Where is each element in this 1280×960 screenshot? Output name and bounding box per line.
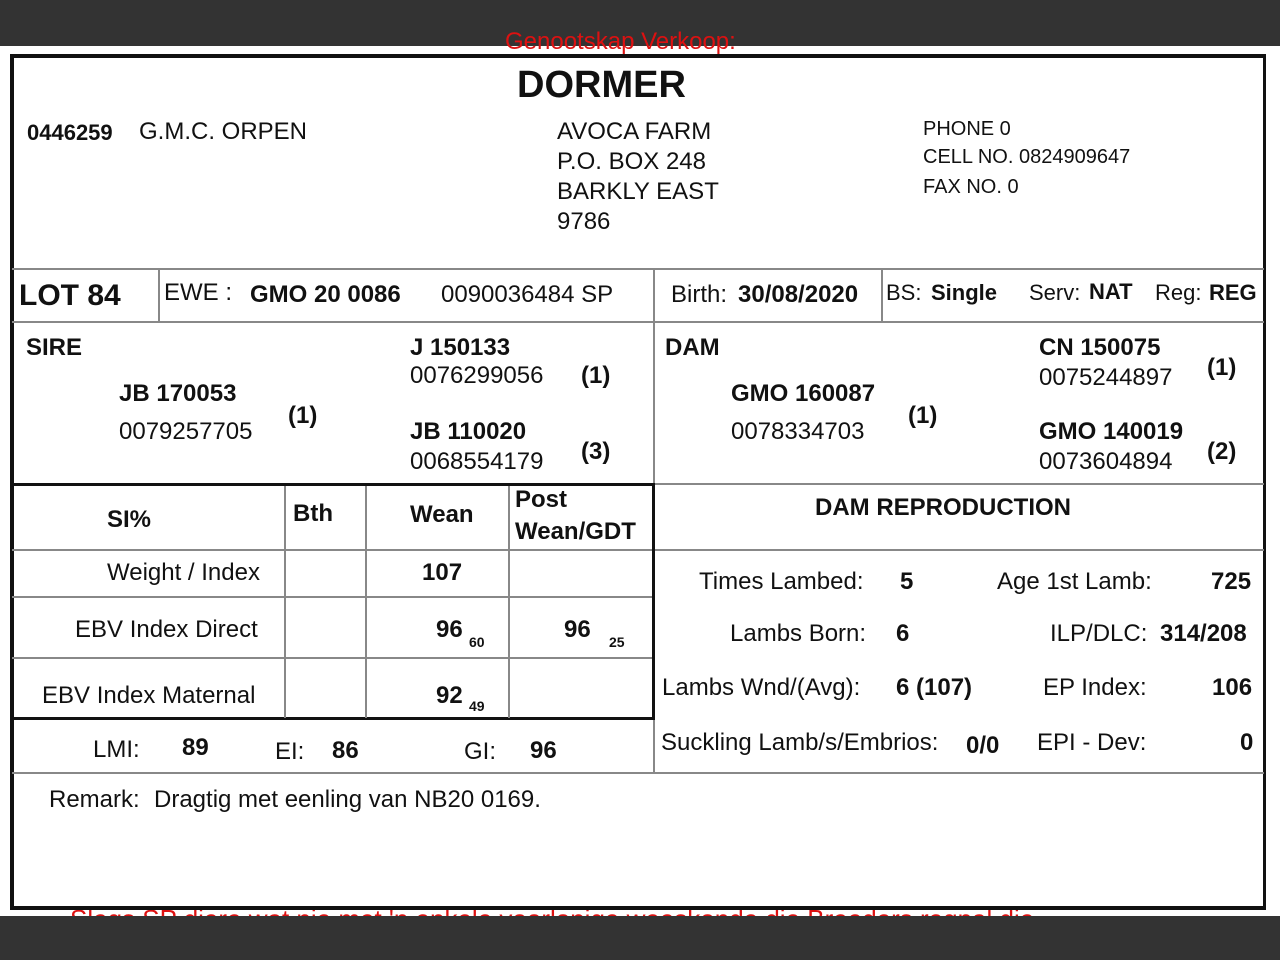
dam-reproduction-title: DAM REPRODUCTION bbox=[815, 494, 1071, 521]
wean-gdt-header: Wean/GDT bbox=[515, 518, 636, 545]
times-lambed-label: Times Lambed: bbox=[699, 568, 864, 595]
ewe-id: GMO 20 0086 bbox=[250, 281, 401, 308]
row-ebv-maternal-wean: 92 bbox=[436, 682, 463, 709]
row-weight-index-label: Weight / Index bbox=[107, 559, 260, 586]
sire-dam-number: 0068554179 bbox=[410, 448, 544, 475]
birth-label: Birth: bbox=[671, 281, 728, 308]
dam-sire-id: CN 150075 bbox=[1039, 334, 1161, 361]
phone: PHONE 0 bbox=[923, 118, 1011, 140]
gi-value: 96 bbox=[530, 737, 557, 764]
dam-title: DAM bbox=[665, 334, 720, 361]
gi-label: GI: bbox=[464, 738, 497, 765]
lambs-weaned-value: 6 (107) bbox=[896, 674, 973, 701]
address-line-2: P.O. BOX 248 bbox=[557, 148, 706, 175]
divider-lot-3 bbox=[881, 268, 883, 323]
lambs-born-value: 6 bbox=[896, 620, 910, 647]
sire-title: SIRE bbox=[26, 334, 83, 361]
bottom-dark-bar bbox=[0, 916, 1280, 960]
si-table-right bbox=[652, 483, 655, 720]
post-header: Post bbox=[515, 486, 568, 513]
fax-number: FAX NO. 0 bbox=[923, 176, 1019, 198]
birth-date: 30/08/2020 bbox=[738, 281, 859, 308]
ei-label: EI: bbox=[275, 738, 305, 765]
divider-lot-2 bbox=[653, 268, 655, 323]
si-col-line-3 bbox=[508, 486, 510, 718]
address-line-3: BARKLY EAST bbox=[557, 178, 719, 205]
si-row-line-2 bbox=[12, 596, 654, 598]
dam-dam-count: (2) bbox=[1207, 438, 1237, 465]
ep-index-label: EP Index: bbox=[1043, 674, 1147, 701]
ep-index-value: 106 bbox=[1212, 674, 1253, 701]
age-first-lamb-value: 725 bbox=[1211, 568, 1252, 595]
row-ebv-direct-wean-accuracy: 60 bbox=[469, 634, 485, 650]
sire-number: 0079257705 bbox=[119, 418, 253, 445]
times-lambed-value: 5 bbox=[900, 568, 914, 595]
sire-sire-number: 0076299056 bbox=[410, 362, 544, 389]
row-ebv-maternal-label: EBV Index Maternal bbox=[42, 682, 256, 709]
si-row-line-3 bbox=[12, 657, 654, 659]
ilp-dlc-label: ILP/DLC: bbox=[1050, 620, 1148, 647]
dam-number: 0078334703 bbox=[731, 418, 865, 445]
reg-value: REG bbox=[1209, 280, 1257, 305]
banner-top: Genootskap Verkoop: bbox=[505, 28, 736, 55]
si-col-line-2 bbox=[365, 486, 367, 718]
dam-count: (1) bbox=[908, 402, 938, 429]
sire-count: (1) bbox=[288, 402, 318, 429]
owner-id: 0446259 bbox=[27, 120, 113, 145]
suckling-value: 0/0 bbox=[966, 732, 1000, 759]
divider-repro-title bbox=[655, 549, 1264, 551]
row-weight-index-wean: 107 bbox=[422, 559, 463, 586]
breed-title: DORMER bbox=[517, 64, 686, 106]
remark-text: Dragtig met eenling van NB20 0169. bbox=[154, 786, 541, 813]
ilp-dlc-value: 314/208 bbox=[1160, 620, 1247, 647]
owner-name: G.M.C. ORPEN bbox=[139, 118, 308, 145]
row-ebv-direct-post: 96 bbox=[564, 616, 591, 643]
lambs-weaned-label: Lambs Wnd/(Avg): bbox=[662, 674, 861, 701]
address-line-4: 9786 bbox=[557, 208, 611, 235]
cell-number: CELL NO. 0824909647 bbox=[923, 146, 1131, 168]
divider-indices bbox=[653, 720, 655, 774]
wean-header: Wean bbox=[410, 501, 474, 528]
address-line-1: AVOCA FARM bbox=[557, 118, 712, 145]
lot-number: LOT 84 bbox=[19, 279, 121, 312]
suckling-label: Suckling Lamb/s/Embrios: bbox=[661, 729, 939, 756]
dam-dam-id: GMO 140019 bbox=[1039, 418, 1184, 445]
remark-label: Remark: bbox=[49, 786, 140, 813]
sire-sire-id: J 150133 bbox=[410, 334, 511, 361]
sale-catalogue-card bbox=[0, 28, 1280, 916]
row-ebv-direct-wean: 96 bbox=[436, 616, 463, 643]
bth-header: Bth bbox=[293, 500, 333, 527]
sire-dam-count: (3) bbox=[581, 438, 611, 465]
row-ebv-direct-post-accuracy: 25 bbox=[609, 634, 625, 650]
divider-pedigree bbox=[653, 323, 655, 483]
si-col-line-1 bbox=[284, 486, 286, 718]
sire-dam-id: JB 110020 bbox=[410, 418, 527, 445]
row-ebv-maternal-wean-accuracy: 49 bbox=[469, 698, 485, 714]
divider-lot-1 bbox=[158, 268, 160, 323]
serv-label: Serv: bbox=[1029, 280, 1081, 305]
dam-id: GMO 160087 bbox=[731, 380, 876, 407]
epi-dev-value: 0 bbox=[1240, 729, 1254, 756]
age-first-lamb-label: Age 1st Lamb: bbox=[997, 568, 1152, 595]
divider-lot-bottom bbox=[12, 321, 1264, 323]
divider-remark-top bbox=[12, 772, 1264, 774]
divider-lot-top bbox=[12, 268, 1264, 270]
si-row-line-1 bbox=[12, 549, 654, 551]
lmi-value: 89 bbox=[182, 734, 209, 761]
bs-label: BS: bbox=[886, 280, 922, 305]
epi-dev-label: EPI - Dev: bbox=[1037, 729, 1147, 756]
sire-sire-count: (1) bbox=[581, 362, 611, 389]
serv-value: NAT bbox=[1089, 279, 1133, 304]
si-table-bottom bbox=[12, 717, 655, 720]
ewe-registration: 0090036484 SP bbox=[441, 281, 614, 308]
si-header: SI% bbox=[107, 506, 152, 533]
dam-sire-number: 0075244897 bbox=[1039, 364, 1173, 391]
sire-id: JB 170053 bbox=[119, 380, 237, 407]
ei-value: 86 bbox=[332, 737, 359, 764]
bs-value: Single bbox=[931, 280, 998, 305]
lambs-born-label: Lambs Born: bbox=[730, 620, 867, 647]
lmi-label: LMI: bbox=[93, 736, 140, 763]
divider-repro-top bbox=[655, 483, 1264, 485]
ewe-label: EWE : bbox=[164, 279, 233, 306]
dam-sire-count: (1) bbox=[1207, 354, 1237, 381]
row-ebv-direct-label: EBV Index Direct bbox=[75, 616, 258, 643]
reg-label: Reg: bbox=[1155, 280, 1202, 305]
dam-dam-number: 0073604894 bbox=[1039, 448, 1173, 475]
